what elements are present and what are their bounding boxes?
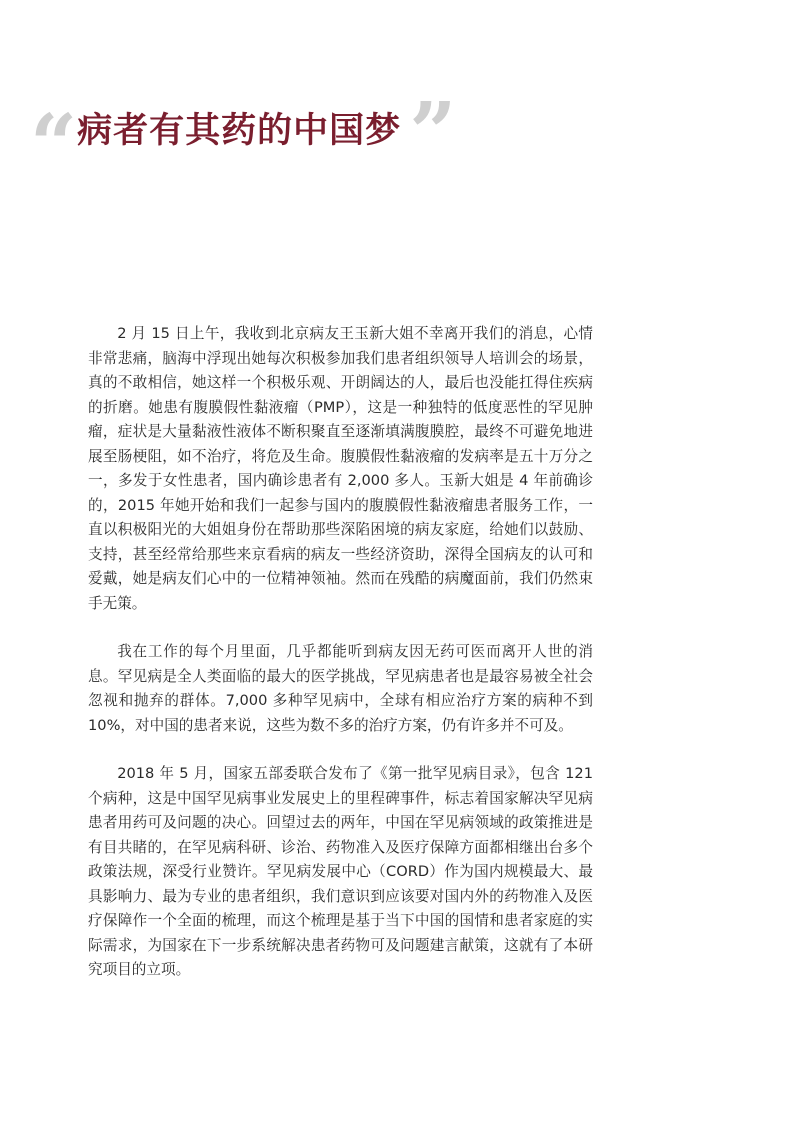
page-title: 病者有其药的中国梦 <box>77 111 402 151</box>
paragraph-1: 2 月 15 日上午，我收到北京病友王玉新大姐不幸离开我们的消息，心情非常悲痛，脑海中浮现出她每次积极参加我们患者组织领导人培训会的场景，真的不敢相信，她这样一个积极乐观、开朗阔达的人，最后也没能扛得住疾病的折磨。她患有腹膜假性黏液瘤（PMP），这是一种独特的低度恶性的罕见肿瘤，症状是大量黏液性液体不断积聚直至逐渐填满腹膜腔，最终不可避免地进展至肠梗阻，如不治疗，将危及生命。腹膜假性黏液瘤的发病率是五十万分之一，多发于女性患者，国内确诊患者有 2,000 多人。玉新大姐是 4 年前确诊的，2015 年她开始和我们一起参与国内的腹膜假性黏液瘤患者服务工作，一直以积极阳光的大姐姐身份在帮助那些深陷困境的病友家庭，给她们以鼓励、支持，甚至经常给那些来京看病的病友一些经济资助，深得全国病友的认可和爱戴，她是病友们心中的一位精神领袖。然而在残酷的病魔面前，我们仍然束手无策。 <box>88 325 593 612</box>
open-quote-mark: “ <box>30 97 72 193</box>
article-body <box>88 322 593 1007</box>
paragraph-3: 2018 年 5 月，国家五部委联合发布了《第一批罕见病目录》，包含 121 个病种，这是中国罕见病事业发展史上的里程碑事件，标志着国家解决罕见病患者用药可及问题的决心。回望过去的两年，中国在罕见病领域的政策推进是有目共睹的，在罕见病科研、诊治、药物准入及医疗保障方面都相继出台多个政策法规，深受行业赞许。罕见病发展中心（CORD）作为国内规模最大、最具影响力、最为专业的患者组织，我们意识到应该要对国内外的药物准入及医疗保障作一个全面的梳理，而这个梳理是基于当下中国的国情和患者家庭的实际需求，为国家在下一步系统解决患者药物可及问题建言献策，这就有了本研究项目的立项。 <box>88 765 593 978</box>
close-quote-mark: ” <box>409 85 451 181</box>
page-title-block <box>30 85 451 193</box>
paragraph-2: 我在工作的每个月里面，几乎都能听到病友因无药可医而离开人世的消息。罕见病是全人类面临的最大的医学挑战，罕见病患者也是最容易被全社会忽视和抛弃的群体。7,000 多种罕见病中，全球有相应治疗方案的病种不到 10%，对中国的患者来说，这些为数不多的治疗方案，仍有许多并不可及。 <box>88 643 593 734</box>
